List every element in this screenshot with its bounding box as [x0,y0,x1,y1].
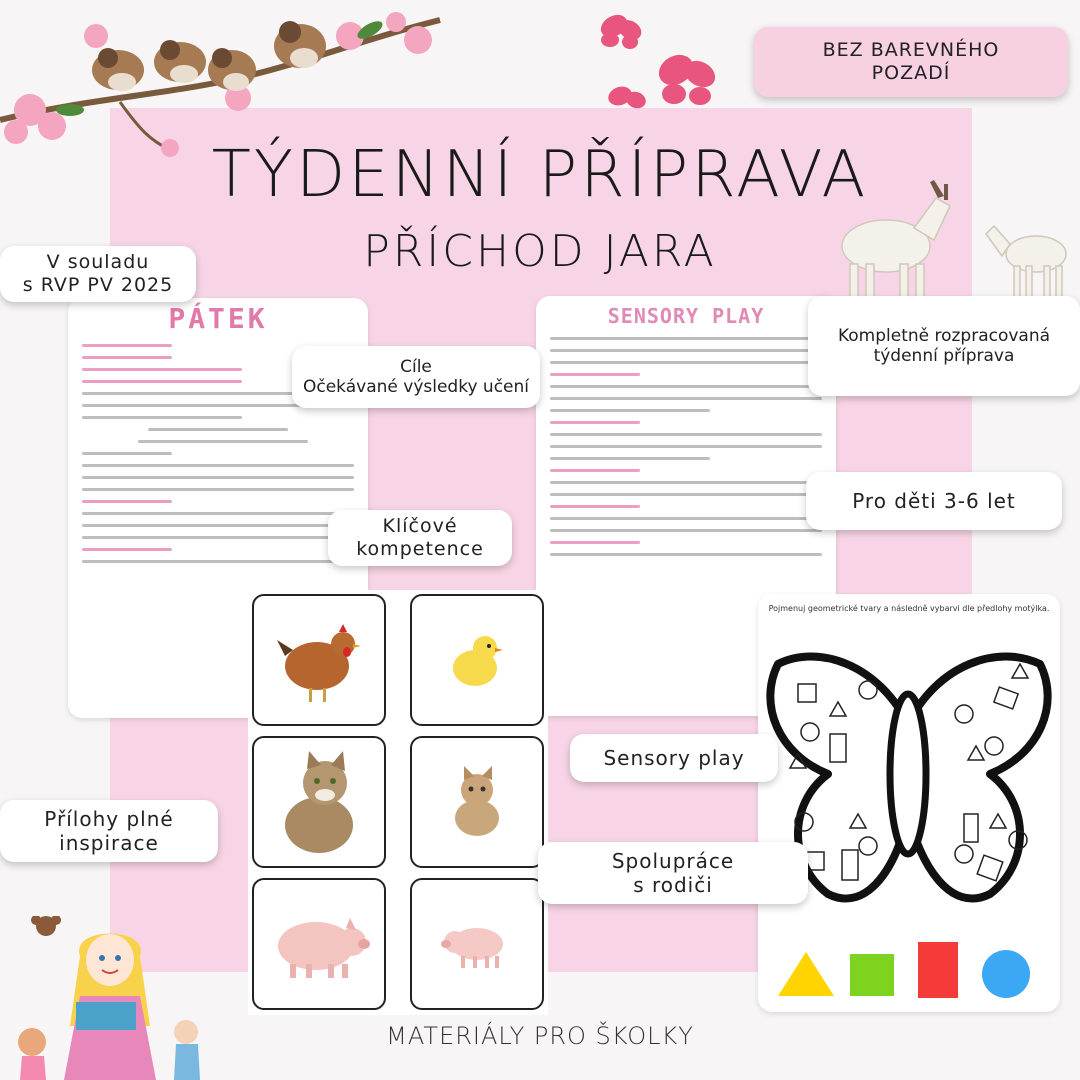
badge-line: kompetence [356,538,484,560]
hen-icon [269,610,369,710]
doc-line [550,361,822,364]
doc-line [82,500,172,503]
worksheet-instruction: Pojmenuj geometrické tvary a následně vybarvi dle předlohy motýlka. [768,604,1050,613]
cat-icon [269,747,369,857]
doc-line [550,541,640,544]
animal-cards-sheet [248,590,548,1015]
badge-line: POZADÍ [871,62,951,84]
doc-line [82,548,172,551]
card-pig [252,878,386,1010]
badge-line: Spolupráce [611,849,735,873]
teacher-with-children-icon [10,916,210,1080]
card-chick [410,594,544,726]
badge-line: s rodiči [633,873,713,897]
doc-line [550,529,822,532]
doc-line [82,380,242,383]
doc-line [82,488,354,491]
piglet-icon [437,914,517,974]
document-title-sensory-play: SENSORY PLAY [607,304,765,328]
doc-line [82,464,354,467]
doc-line [550,409,710,412]
doc-line [550,493,822,496]
badge-line: Očekávané výsledky učení [303,377,529,397]
doc-line [550,481,822,484]
badge-rvp [0,246,196,302]
badge-klicove-kompetence [328,510,512,566]
badge-bez-barevneho-pozadi [754,27,1068,97]
badge-line: BEZ BAREVNÉHO [822,39,1000,62]
card-piglet [410,878,544,1010]
pig-icon [264,904,374,984]
doc-line [82,560,354,563]
doc-line [82,476,354,479]
page-subtitle: PŘÍCHOD JARA [363,226,717,277]
doc-line [82,344,172,347]
shape-legend-icon [758,938,1060,1002]
chick-icon [437,620,517,700]
badge-line: Cíle [400,356,432,377]
doc-line [138,440,308,443]
doc-line [550,421,640,424]
badge-line: Pro děti 3-6 let [852,489,1016,513]
card-cat [252,736,386,868]
badge-line: inspirace [59,831,159,855]
doc-line [550,469,640,472]
doc-line [148,428,288,431]
doc-line [82,368,242,371]
doc-line [550,457,710,460]
doc-line [82,536,354,539]
badge-prilohy [0,800,218,862]
sparrows-on-branch-icon [0,0,450,160]
kitten-icon [442,762,512,842]
card-hen [252,594,386,726]
doc-line [82,452,172,455]
badge-kompletne [808,296,1080,396]
badge-pro-deti [806,472,1062,530]
doc-line [82,512,354,515]
footer-brand: MATERIÁLY PRO ŠKOLKY [386,1022,694,1050]
badge-line: týdenní příprava [873,346,1015,366]
badge-sensory-play [570,734,778,782]
badge-line: Přílohy plné [44,807,174,831]
doc-line [550,349,822,352]
doc-line [82,416,242,419]
goats-icon [826,176,1080,316]
card-kitten [410,736,544,868]
badge-line: Kompletně rozpracovaná [837,325,1051,346]
doc-line [550,385,822,388]
page-title: TÝDENNÍ PŘÍPRAVA [211,138,869,212]
doc-line [550,337,822,340]
badge-line: Klíčové [382,515,458,538]
doc-line [550,553,822,556]
doc-line [550,517,822,520]
badge-line: s RVP PV 2025 [22,274,174,296]
doc-line [82,356,172,359]
doc-line [550,433,822,436]
doc-line [82,524,354,527]
doc-line [550,505,640,508]
badge-line: Sensory play [603,746,745,770]
butterfly-worksheet [758,594,1060,1012]
badge-spoluprace [538,842,808,904]
butterflies-icon [590,8,730,128]
badge-cile [292,346,540,408]
doc-line [550,397,822,400]
badge-line: V souladu [46,251,150,274]
doc-line [550,373,640,376]
document-title-patek: PÁTEK [168,302,268,335]
doc-line [550,445,822,448]
